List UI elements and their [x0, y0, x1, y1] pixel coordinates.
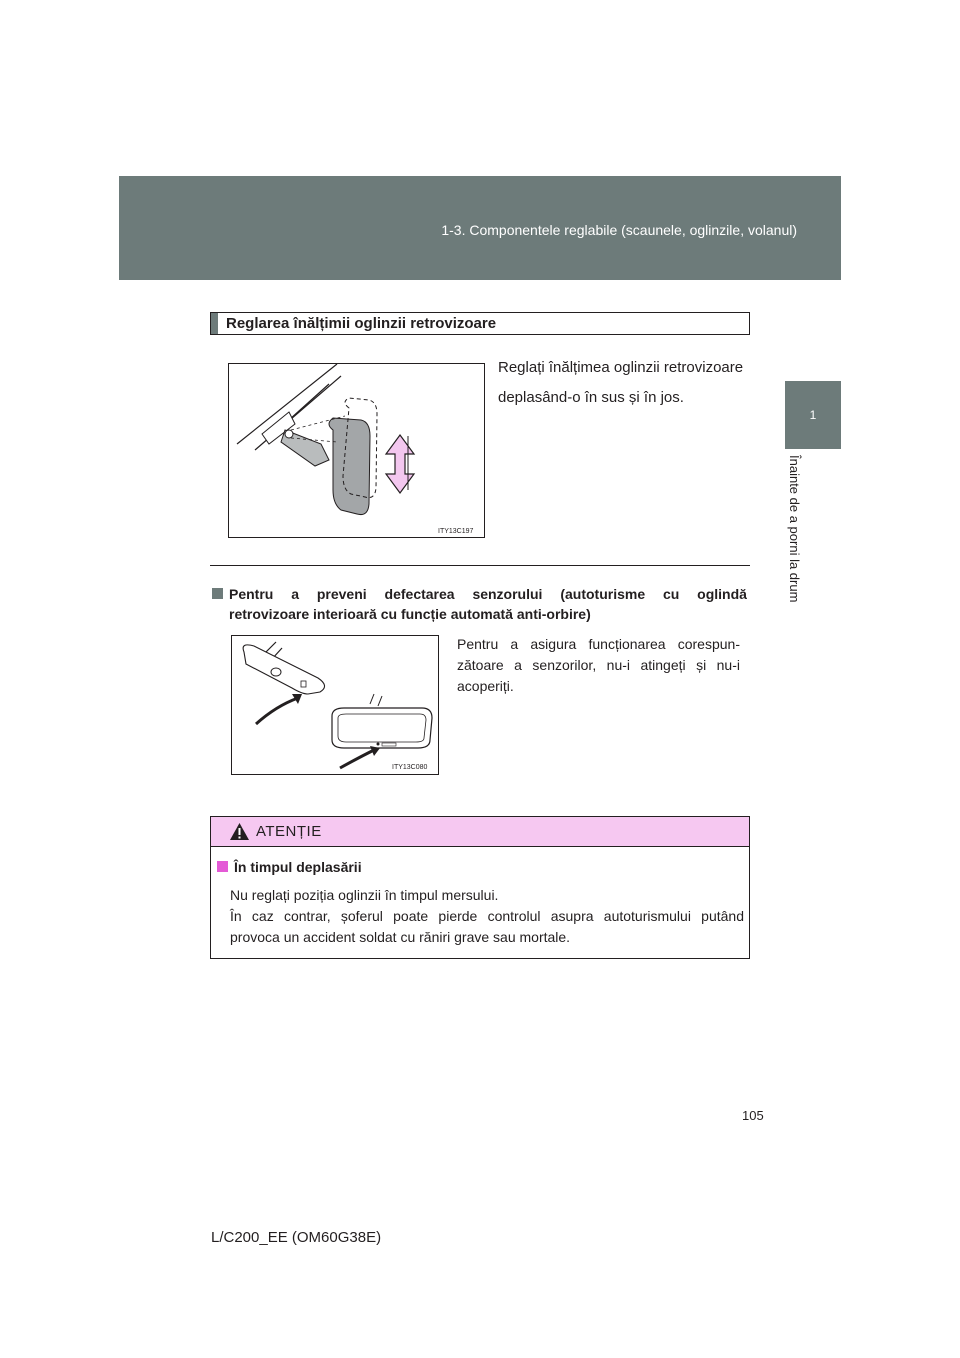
heading-word — [212, 584, 273, 604]
figure-code: ITY13C080 — [392, 764, 428, 771]
chapter-side-label — [782, 455, 806, 625]
heading-word: oglindă — [697, 586, 747, 602]
sensor-figure — [231, 635, 439, 775]
heading-word: preveni — [316, 586, 367, 602]
caution-line: provoca un accident soldat cu răniri grave sau mortale. — [230, 929, 571, 945]
warning-triangle-icon — [229, 822, 250, 841]
chapter-header-band — [119, 176, 841, 280]
sensor-note-heading — [212, 584, 747, 624]
caution-subheading-text: În timpul deplasării — [234, 859, 362, 875]
heading-word: senzorului — [472, 586, 543, 602]
caution-line: Nu reglați poziția oglinzii în timpul mersului. — [230, 887, 499, 903]
caution-line: În caz contrar, șoferul poate pierde controlul asupra autoturismului putând — [230, 908, 744, 924]
mirror-height-figure — [228, 363, 485, 538]
sensor-note-description — [457, 634, 740, 697]
heading-word: (autoturisme — [560, 586, 646, 602]
figure-code: ITY13C197 — [438, 528, 474, 535]
chapter-number: 1 — [809, 408, 817, 422]
heading-word: defectarea — [384, 586, 455, 602]
mirror-height-description — [498, 353, 746, 413]
description-line: Pentru a asigura funcționarea corespun- — [457, 636, 740, 652]
heading-word-text: Pentru — [229, 586, 274, 602]
description-line: acoperiți. — [457, 678, 514, 694]
description-line: Reglați înălțimea oglinzii retrovizoare — [498, 359, 744, 376]
model-code: L/C200_EE (OM60G38E) — [211, 1229, 382, 1246]
page-number: 105 — [742, 1108, 764, 1123]
square-bullet-icon — [212, 588, 223, 599]
chapter-tab — [785, 381, 841, 449]
heading-line-2: retrovizoare interioară cu funcție automată anti-orbire) — [229, 606, 591, 622]
heading-word: cu — [662, 586, 680, 602]
description-line: deplasând-o în sus și în jos. — [498, 389, 684, 406]
caution-subheading — [217, 859, 362, 875]
mirror-height-illustration — [229, 364, 485, 538]
section-divider — [210, 565, 750, 566]
section-heading-text: Reglarea înălțimii oglinzii retrovizoare — [226, 315, 497, 332]
chapter-title: 1-3. Componentele reglabile (scaunele, oglinzile, volanul) — [441, 222, 797, 238]
caution-box — [210, 816, 750, 959]
section-heading — [210, 312, 750, 335]
chapter-side-label-text: Înainte de a porni la drum — [787, 455, 802, 603]
square-bullet-icon — [217, 861, 228, 872]
heading-word: a — [291, 586, 299, 602]
caution-body — [230, 885, 744, 948]
caution-title: ATENȚIE — [256, 823, 322, 840]
sensor-illustration — [232, 636, 439, 775]
description-line: zătoare a senzorilor, nu-i atingeți și nu-i — [457, 657, 740, 673]
caution-header — [211, 817, 749, 847]
section-heading-marker — [211, 313, 218, 334]
